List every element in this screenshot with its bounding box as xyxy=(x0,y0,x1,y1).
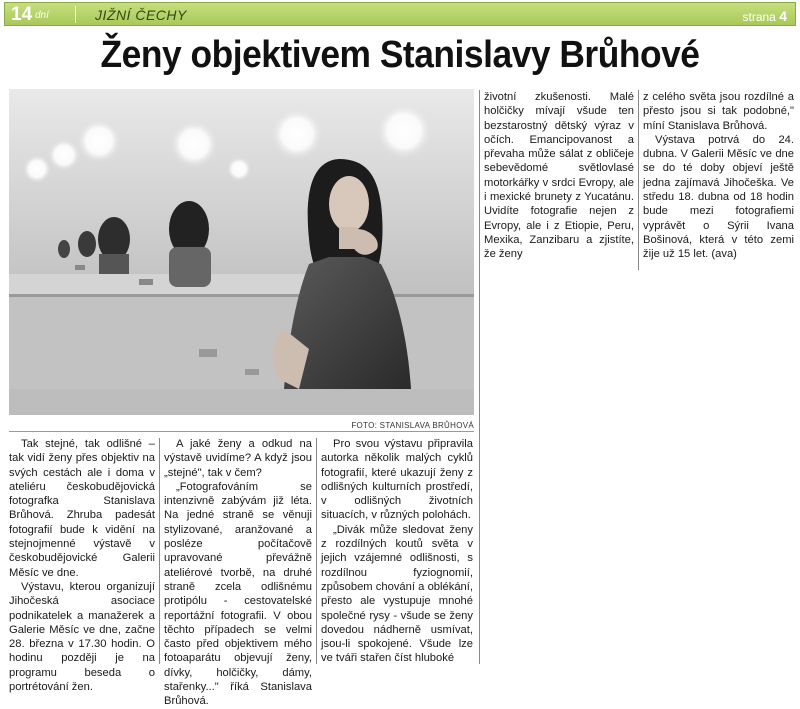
article-column-2 xyxy=(164,437,312,709)
article-title: Ženy objektivem Stanislavy Brůhové xyxy=(100,34,700,76)
column-divider xyxy=(479,90,480,664)
page-indicator xyxy=(743,8,788,24)
issue-suffix: dní xyxy=(35,10,49,21)
article-column-4 xyxy=(484,90,634,262)
page-number: 4 xyxy=(779,8,787,24)
photo-divider xyxy=(9,431,474,432)
paragraph: z celého světa jsou rozdílné a přesto jsou si tak podobné," míní Stanislava Brůhová. xyxy=(643,91,794,132)
paragraph: Výstava potrvá do 24. dubna. V Galerii Měsíc ve dne se do té doby objeví ještě jedna zajímavá Jihočeška. Ve středu 18. dubna od 18 hodin bude mezi fotografiemi vyprávět o Sýrii Ivana Bošinová, která v této zemi žije už 15 let. (ava) xyxy=(643,133,794,261)
column-divider xyxy=(638,90,639,270)
page-label: strana xyxy=(742,10,776,24)
paragraph: „Divák může sledovat ženy z rozdílných koutů světa v jejich vzájemné odlišnosti, s rozdílnou fyziognomií, způsobem chování a oblékání, přesto ale vystupuje mnohé společné rysy - všude se ženy dovedou nádherně usmívat, jsou-li spokojené. Všude lze ve tváři stařen číst hluboké xyxy=(321,523,473,665)
region-label: JIŽNÍ ČECHY xyxy=(95,7,187,23)
paragraph: „Fotografováním se intenzivně zabývám již léta. Na jedné straně se věnuji stylizované, aranžované a posléze počítačově upravované převážně ateliérové tvorbě, na druhé straně zcela odlišnému protipólu - cestovatelské reportážní fotografii. V obou těchto případech se velmi často před objektivem mého fotoaparátu objevují ženy, dívky, holčičky, dámy, stařenky..." říká Stanislava Brůhová. xyxy=(164,480,312,708)
article-column-5 xyxy=(643,90,794,262)
article-column-3 xyxy=(321,437,473,666)
paragraph: Tak stejné, tak odlišné – tak vidí ženy přes objektiv na svých cestách ale i doma v ateliéru českobudějovická fotografka Stanislava Brůhová. Zhruba padesát fotografií bude k vidění na stejnojmenné výstavě v českobudějovické Galerii Měsíc ve dne. xyxy=(9,438,155,579)
issue-number: 14 xyxy=(11,4,33,25)
article-column-1 xyxy=(9,437,155,694)
paragraph: Výstavu, kterou organizují Jihočeská asociace podnikatelek a manažerek a Galerie Měsíc ve dne, začne 28. března v 17.30 hodin. O hodinu později je na programu beseda o portrétování žen. xyxy=(9,580,155,694)
section-header-bar xyxy=(4,2,796,26)
paragraph: životní zkušenosti. Malé holčičky mívají všude ten bezstarostný dětský výraz v očích. Emancipovanost a převaha může sálat z obličeje sebevědomé světlovlasé motorkářky v srdci Evropy, ale i mexické brunety z Yucatánu. Uvidíte fotografie nejen z Evropy, ale i z Etiopie, Peru, Mexika, Zanzibaru a zjistíte, že ženy xyxy=(484,91,634,261)
column-divider xyxy=(316,438,317,664)
paragraph: Pro svou výstavu připravila autorka několik malých cyklů fotografií, které ukazují ženy z odlišných kulturních prostředí, v odlišných životních situacích, v různých polohách. xyxy=(321,438,473,522)
header-divider xyxy=(75,6,76,23)
photo-credit: FOTO: STANISLAVA BRŮHOVÁ xyxy=(351,421,474,430)
column-divider xyxy=(159,438,160,664)
article-photo xyxy=(9,89,474,415)
paragraph: A jaké ženy a odkud na výstavě uvidíme? A když jsou „stejné", tak v čem? xyxy=(164,438,312,479)
